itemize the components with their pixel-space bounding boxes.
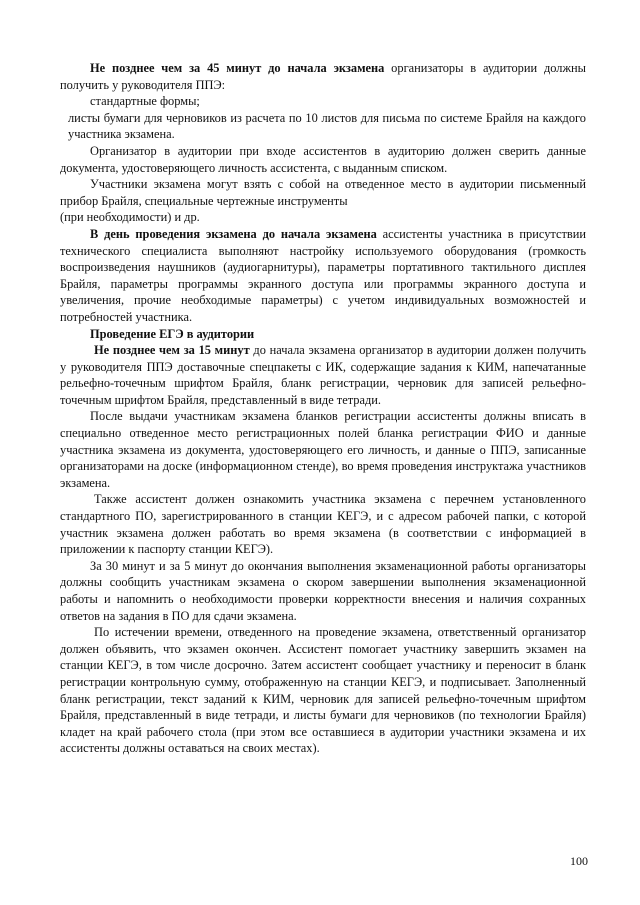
emphasis-exam-day: В день проведения экзамена до начала экзамена (90, 226, 377, 241)
list-item-draft-sheets: листы бумаги для черновиков из расчета по 10 листов для письма по системе Брайля на каждого участника экзамена. (68, 110, 586, 142)
paragraph-braille-tools: Участники экзамена могут взять с собой на отведенное место в аудитории письменный прибор Брайля, специальные чертежные инструменты (60, 177, 586, 208)
paragraph-assistant-check: Организатор в аудитории при входе ассистентов в аудиторию должен сверить данные документа, удостоверяющего личность ассистента, с выданным списком. (60, 143, 586, 175)
paragraph-text: ассистенты участника в присутствии технического специалиста выполняют настройку используемого оборудования (громкость воспроизведения наушников (аудиогарнитуры), параметры портативного тактильного дисплея Брайля, параметры программы экранного доступа или программы экранного доступа и увеличения, прочие необходимые параметры) с учетом индивидуальных возможностей и потребностей участника. (60, 226, 586, 324)
paragraph-registration-forms: После выдачи участникам экзамена бланков регистрации ассистенты должны вписать в специально отведенное место регистрационных полей бланка регистрации ФИО и данные участника экзамена из документа, удостоверяющего его личность, и данные о ППЭ, записанные организаторами на доске (информационном стенде), во время проведения инструктажа участников экзамена. (60, 409, 586, 490)
paragraph-exam-day-setup (60, 226, 586, 326)
section-heading: Проведение ЕГЭ в аудитории (90, 326, 255, 341)
paragraph-45-minutes (60, 60, 586, 93)
paragraph-software-list: Также ассистент должен ознакомить участника экзамена с перечнем установленного стандартного ПО, зарегистрированного в станции КЕГЭ, и с адресом рабочей папки, с которой участник экзамена должен работать во время экзамена (в соответствии с информацией в приложении к паспорту станции КЕГЭ). (60, 492, 586, 557)
paragraph-if-needed: (при необходимости) и др. (60, 210, 200, 225)
paragraph-text: организаторы в аудитории должны получить у руководителя ППЭ: (60, 61, 586, 92)
list-item-standard-forms: стандартные формы; (90, 94, 200, 109)
paragraph-15-minutes (60, 342, 586, 408)
page-number: 100 (570, 854, 588, 868)
paragraph-time-warnings: За 30 минут и за 5 минут до окончания выполнения экзаменационной работы организаторы должны сообщить участникам экзамена о скором завершении выполнения экзаменационной работы и напомнить о необходимости проверки корректности внесения и наличия сохранных ответов на задания в ПО для сдачи экзамена. (60, 558, 586, 623)
emphasis-45-minutes: Не позднее чем за 45 минут до начала экзамена (90, 61, 385, 75)
emphasis-15-minutes: Не позднее чем за 15 минут (94, 343, 250, 358)
paragraph-exam-end: По истечении времени, отведенного на проведение экзамена, ответственный организатор должен объявить, что экзамен окончен. Ассистент помогает участнику завершить экзамен на станции КЕГЭ, в том числе досрочно. Затем ассистент сообщает участнику и переносит в бланк регистрации контрольную сумму, отображенную на станции КЕГЭ, и подписывает. Заполненный бланк регистрации, текст заданий к КИМ, черновик для записей рельефно-точечным шрифтом Брайля, представленный в виде тетради, и листы бумаги для черновиков (по технологии Брайля) кладет на край рабочего стола (при этом все оставшиеся в аудитории участники экзамена и их ассистенты должны оставаться на своих местах). (60, 625, 586, 756)
paragraph-text: до начала экзамена организатор в аудитории должен получить у руководителя ППЭ доставочные спецпакеты с ИК, содержащие задания к КИМ, напечатанные рельефно-точечным шрифтом Брайля, бланк регистрации, черновик для записей рельефно-точечным шрифтом Брайля, представленный в виде тетради. (60, 343, 586, 407)
document-body (60, 60, 586, 757)
